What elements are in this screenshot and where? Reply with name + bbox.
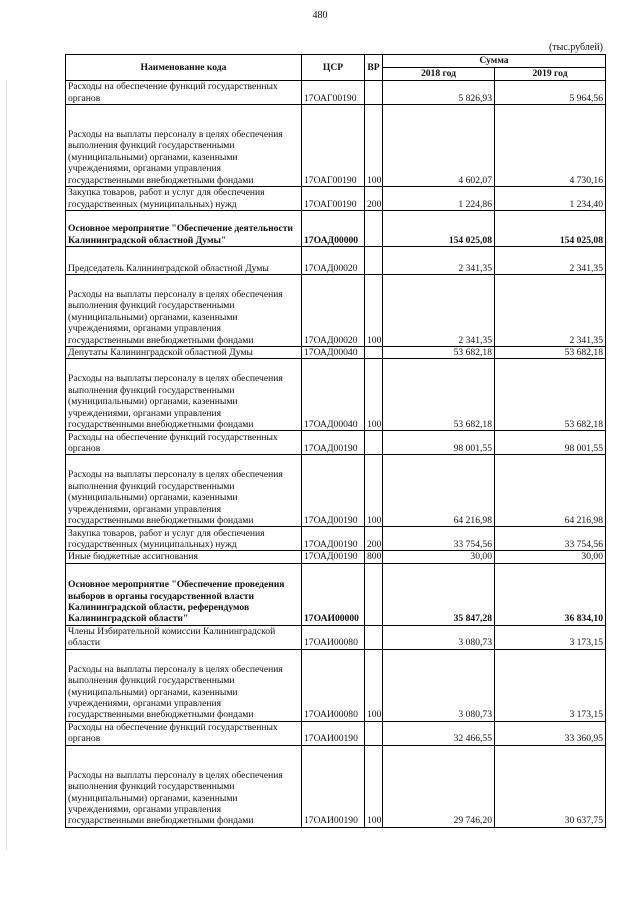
row-2018: 53 682,18 bbox=[383, 359, 495, 431]
table-body bbox=[66, 81, 606, 828]
row-csr: 17ОАД00190 bbox=[302, 431, 365, 455]
row-name: Расходы на выплаты персоналу в целях обеспечения выполнения функций государственными (муниципальными) органами, казенными учреждениями, органами управления государственными внебюджетными фондами bbox=[66, 455, 302, 527]
row-csr: 17ОАИ00080 bbox=[302, 625, 365, 649]
row-name: Закупка товаров, работ и услуг для обеспечения государственных (муниципальных) нужд bbox=[66, 187, 302, 211]
row-name: Расходы на обеспечение функций государственных органов bbox=[66, 431, 302, 455]
row-2018: 33 754,56 bbox=[383, 527, 495, 551]
row-csr: 17ОАД00190 bbox=[302, 527, 365, 551]
table-row bbox=[66, 527, 606, 551]
row-2019: 3 173,15 bbox=[495, 649, 606, 721]
row-2019: 1 234,40 bbox=[495, 187, 606, 211]
header-sum: Сумма bbox=[383, 55, 606, 68]
row-2019: 154 025,08 bbox=[495, 211, 606, 247]
row-csr: 17ОАИ00080 bbox=[302, 649, 365, 721]
row-2018: 154 025,08 bbox=[383, 211, 495, 247]
table-row bbox=[66, 187, 606, 211]
table-row bbox=[66, 649, 606, 721]
row-2019: 53 682,18 bbox=[495, 347, 606, 359]
row-2019: 5 964,56 bbox=[495, 81, 606, 105]
row-vr: 200 bbox=[365, 187, 383, 211]
table-row bbox=[66, 81, 606, 105]
row-2018: 2 341,35 bbox=[383, 275, 495, 347]
header-name: Наименование кода bbox=[66, 55, 302, 81]
row-2018: 30,00 bbox=[383, 551, 495, 563]
table-row bbox=[66, 211, 606, 247]
row-name: Расходы на выплаты персоналу в целях обеспечения выполнения функций государственными (муниципальными) органами, казенными учреждениями, органами управления государственными внебюджетными фондами bbox=[66, 745, 302, 827]
row-csr: 17ОАИ00190 bbox=[302, 721, 365, 745]
row-vr: 100 bbox=[365, 275, 383, 347]
row-2018: 4 602,07 bbox=[383, 105, 495, 187]
row-name: Расходы на выплаты персоналу в целях обеспечения выполнения функций государственными (муниципальными) органами, казенными учреждениями, органами управления государственными внебюджетными фондами bbox=[66, 105, 302, 187]
table-row bbox=[66, 455, 606, 527]
row-name: Расходы на обеспечение функций государственных органов bbox=[66, 81, 302, 105]
row-vr bbox=[365, 247, 383, 275]
table-row bbox=[66, 625, 606, 649]
row-2019: 30 637,75 bbox=[495, 745, 606, 827]
row-name: Основное мероприятие "Обеспечение деятельности Калининградской областной Думы" bbox=[66, 211, 302, 247]
row-2019: 64 216,98 bbox=[495, 455, 606, 527]
header-2019: 2019 год bbox=[495, 68, 606, 81]
table-row bbox=[66, 551, 606, 563]
row-2019: 98 001,55 bbox=[495, 431, 606, 455]
table-row bbox=[66, 745, 606, 827]
row-2019: 2 341,35 bbox=[495, 247, 606, 275]
row-2018: 35 847,28 bbox=[383, 563, 495, 625]
row-name: Члены Избирательной комиссии Калининградской области bbox=[66, 625, 302, 649]
row-2018: 5 826,93 bbox=[383, 81, 495, 105]
header-vr: ВР bbox=[365, 55, 383, 81]
table-row bbox=[66, 563, 606, 625]
row-vr: 100 bbox=[365, 649, 383, 721]
table-row bbox=[66, 105, 606, 187]
header-2018: 2018 год bbox=[383, 68, 495, 81]
row-csr: 17ОАД00040 bbox=[302, 347, 365, 359]
row-name: Расходы на обеспечение функций государственных органов bbox=[66, 721, 302, 745]
row-2019: 53 682,18 bbox=[495, 359, 606, 431]
header-csr: ЦСР bbox=[302, 55, 365, 81]
row-name: Основное мероприятие "Обеспечение проведения выборов в органы государственной власти Калининградской области, референдумов Калининградской области" bbox=[66, 563, 302, 625]
row-2018: 53 682,18 bbox=[383, 347, 495, 359]
row-csr: 17ОАИ00190 bbox=[302, 745, 365, 827]
row-2018: 3 080,73 bbox=[383, 649, 495, 721]
row-vr bbox=[365, 347, 383, 359]
row-vr: 200 bbox=[365, 527, 383, 551]
row-2018: 64 216,98 bbox=[383, 455, 495, 527]
table-row bbox=[66, 721, 606, 745]
row-csr: 17ОАД00020 bbox=[302, 275, 365, 347]
row-csr: 17ОАД00190 bbox=[302, 455, 365, 527]
budget-table bbox=[65, 54, 606, 828]
budget-table-wrapper bbox=[65, 54, 605, 828]
row-name: Расходы на выплаты персоналу в целях обеспечения выполнения функций государственными (муниципальными) органами, казенными учреждениями, органами управления государственными внебюджетными фондами bbox=[66, 359, 302, 431]
row-2019: 36 834,10 bbox=[495, 563, 606, 625]
row-vr: 100 bbox=[365, 455, 383, 527]
row-name: Расходы на выплаты персоналу в целях обеспечения выполнения функций государственными (муниципальными) органами, казенными учреждениями, органами управления государственными внебюджетными фондами bbox=[66, 275, 302, 347]
row-vr bbox=[365, 211, 383, 247]
row-csr: 17ОАИ00000 bbox=[302, 563, 365, 625]
row-2019: 33 360,95 bbox=[495, 721, 606, 745]
row-vr bbox=[365, 625, 383, 649]
row-2018: 98 001,55 bbox=[383, 431, 495, 455]
row-2018: 32 466,55 bbox=[383, 721, 495, 745]
row-vr: 100 bbox=[365, 745, 383, 827]
row-csr: 17ОАД00020 bbox=[302, 247, 365, 275]
row-name: Расходы на выплаты персоналу в целях обеспечения выполнения функций государственными (муниципальными) органами, казенными учреждениями, органами управления государственными внебюджетными фондами bbox=[66, 649, 302, 721]
table-row bbox=[66, 347, 606, 359]
row-2019: 33 754,56 bbox=[495, 527, 606, 551]
table-row bbox=[66, 247, 606, 275]
row-csr: 17ОАГ00190 bbox=[302, 105, 365, 187]
scan-edge bbox=[6, 80, 7, 850]
row-csr: 17ОАД00190 bbox=[302, 551, 365, 563]
row-csr: 17ОАД00000 bbox=[302, 211, 365, 247]
units-label: (тыс.рублей) bbox=[548, 42, 603, 53]
row-2018: 3 080,73 bbox=[383, 625, 495, 649]
row-csr: 17ОАД00040 bbox=[302, 359, 365, 431]
row-2019: 3 173,15 bbox=[495, 625, 606, 649]
row-csr: 17ОАГ00190 bbox=[302, 187, 365, 211]
row-name: Председатель Калининградской областной Думы bbox=[66, 247, 302, 275]
page-number: 480 bbox=[312, 10, 328, 21]
row-vr: 100 bbox=[365, 105, 383, 187]
row-vr bbox=[365, 721, 383, 745]
row-2018: 2 341,35 bbox=[383, 247, 495, 275]
row-2019: 2 341,35 bbox=[495, 275, 606, 347]
row-vr: 100 bbox=[365, 359, 383, 431]
table-row bbox=[66, 359, 606, 431]
table-row bbox=[66, 431, 606, 455]
row-2019: 30,00 bbox=[495, 551, 606, 563]
row-vr: 800 bbox=[365, 551, 383, 563]
table-row bbox=[66, 275, 606, 347]
row-2018: 29 746,20 bbox=[383, 745, 495, 827]
row-name: Иные бюджетные ассигнования bbox=[66, 551, 302, 563]
row-vr bbox=[365, 431, 383, 455]
row-2018: 1 224,86 bbox=[383, 187, 495, 211]
row-name: Закупка товаров, работ и услуг для обеспечения государственных (муниципальных) нужд bbox=[66, 527, 302, 551]
row-vr bbox=[365, 563, 383, 625]
row-name: Депутаты Калининградской областной Думы bbox=[66, 347, 302, 359]
row-vr bbox=[365, 81, 383, 105]
row-csr: 17ОАГ00190 bbox=[302, 81, 365, 105]
row-2019: 4 730,16 bbox=[495, 105, 606, 187]
